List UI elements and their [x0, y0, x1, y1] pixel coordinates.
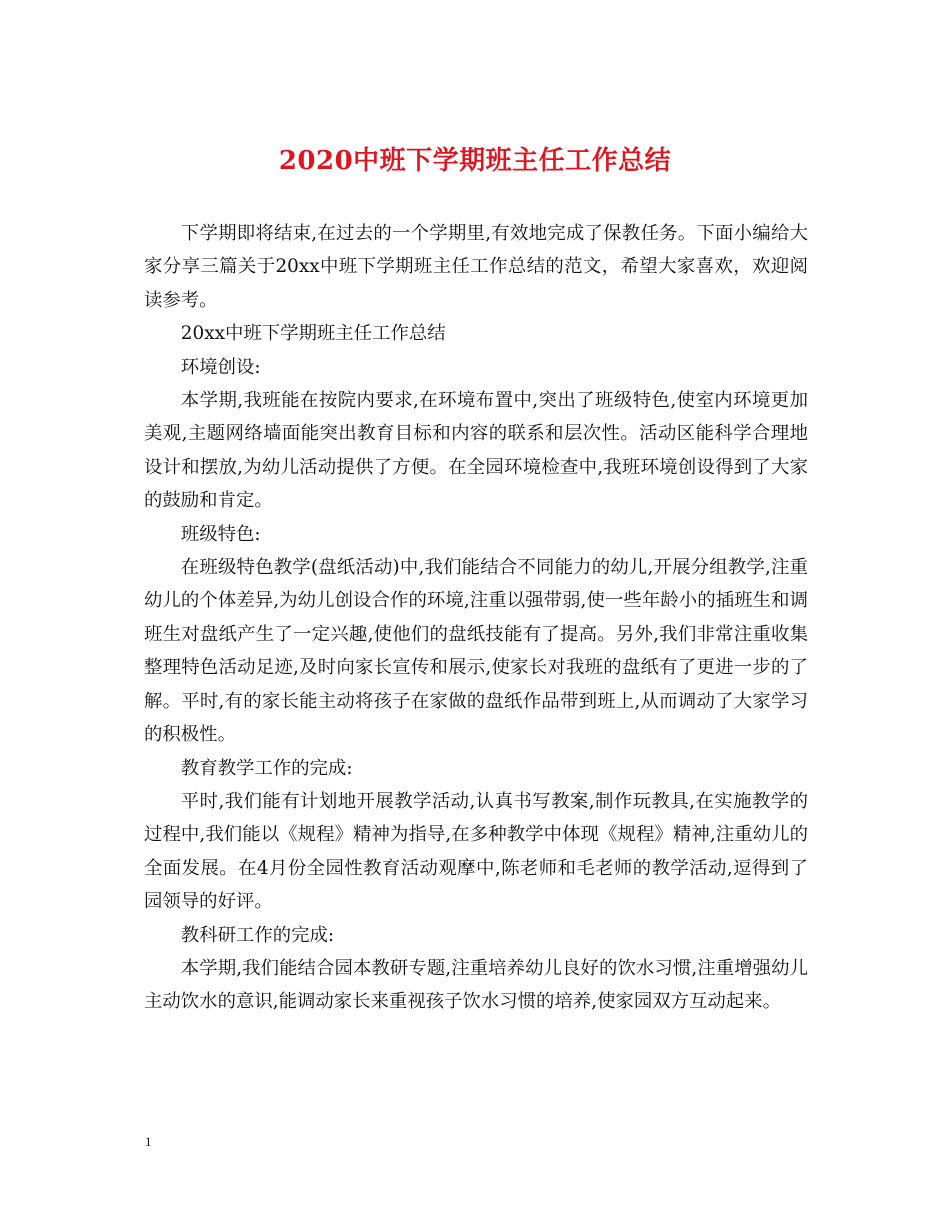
class-features-paragraph: 在班级特色教学(盘纸活动)中,我们能结合不同能力的幼儿,开展分组教学,注重幼儿的个体差异,为幼儿创设合作的环境,注重以强带弱,使一些年龄小的插班生和调班生对盘纸产生了一定兴趣,使他们的盘纸技能有了提高。另外,我们非常注重收集整理特色活动足迹,及时向家长宣传和展示,使家长对我班的盘纸有了更进一步的了解。平时,有的家长能主动将孩子在家做的盘纸作品带到班上,从而调动了大家学习的积极性。	[144, 557, 808, 746]
teaching-paragraph: 平时,我们能有计划地开展教学活动,认真书写教案,制作玩教具,在实施教学的过程中,我们能以《规程》精神为指导,在多种教学中体现《规程》精神,注重幼儿的全面发展。在4月份全园性教育活动观摩中,陈老师和毛老师的教学活动,逗得到了园领导的好评。	[144, 790, 808, 913]
section-heading-summary: 20xx中班下学期班主任工作总结	[180, 323, 446, 345]
document-title: 2020中班下学期班主任工作总结	[278, 146, 672, 176]
environment-paragraph: 本学期,我班能在按院内要求,在环境布置中,突出了班级特色,使室内环境更加美观,主题网络墙面能突出教育目标和内容的联系和层次性。活动区能科学合理地设计和摆放,为幼儿活动提供了方便。在全园环境检查中,我班环境创设得到了大家的鼓励和肯定。	[144, 390, 808, 512]
research-paragraph: 本学期,我们能结合园本教研专题,注重培养幼儿良好的饮水习惯,注重增强幼儿主动饮水的意识,能调动家长来重视孩子饮水习惯的培养,使家园双方互动起来。	[144, 957, 808, 1013]
section-heading-environment: 环境创设:	[180, 356, 261, 378]
section-heading-class-features: 班级特色:	[180, 523, 261, 545]
intro-paragraph: 下学期即将结束,在过去的一个学期里,有效地完成了保教任务。下面小编给大家分享三篇关于20xx中班下学期班主任工作总结的范文，希望大家喜欢，欢迎阅读参考。	[144, 223, 808, 311]
page-number: 1	[145, 1134, 152, 1149]
section-heading-teaching: 教育教学工作的完成:	[180, 757, 353, 779]
section-heading-research: 教科研工作的完成:	[180, 924, 335, 946]
document-body	[144, 217, 808, 1019]
